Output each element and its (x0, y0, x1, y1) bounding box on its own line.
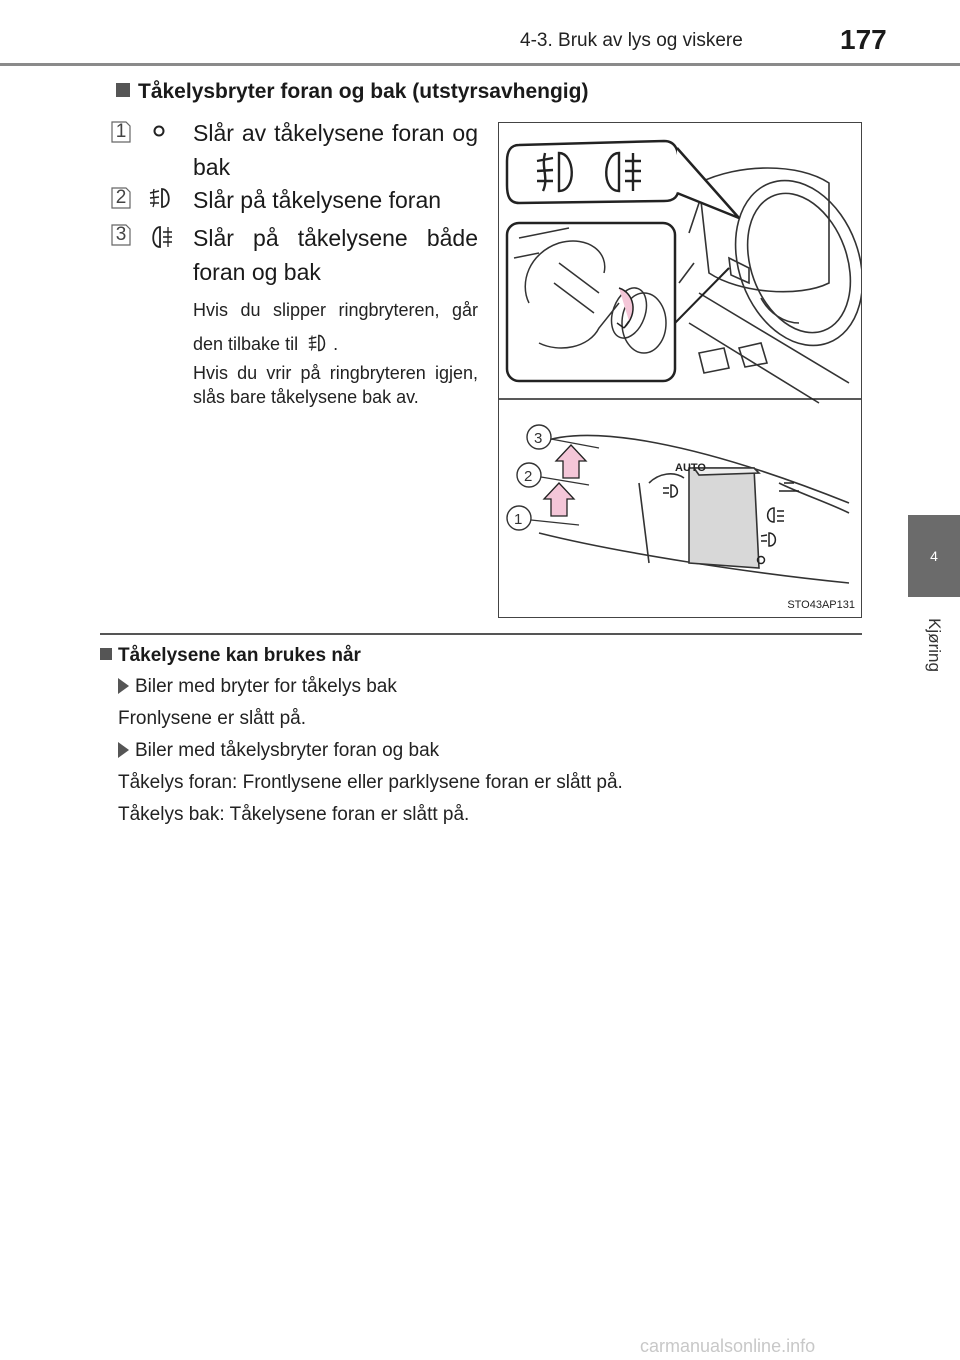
paragraph-rear-fog-condition: Tåkelys bak: Tåkelysene foran er slått på. (118, 804, 470, 825)
item-text-2: Slår på tåkelysene foran (193, 187, 442, 213)
item-text-3: Slår på tåkelysene både foran og bak (193, 225, 478, 285)
rear-fog-icon (768, 508, 784, 522)
watermark: carmanualsonline.info (640, 1336, 816, 1356)
off-ring-icon (152, 124, 166, 143)
square-bullet-icon (100, 648, 112, 660)
item-number-3: 3 (110, 223, 132, 247)
callout-2 (517, 463, 541, 487)
arrow-up-icon (544, 483, 574, 516)
front-fog-icon (307, 333, 329, 353)
figure-code: STO43AP131 (787, 599, 855, 611)
triangle-bullet-icon (118, 678, 129, 694)
triangle-bullet-icon (118, 742, 129, 758)
chapter-tab: 4 (908, 515, 960, 597)
paragraph-front-fog-condition: Tåkelys foran: Frontlysene eller parklysene foran er slått på. (118, 772, 623, 793)
bullet-rear-fog-switch: Biler med bryter for tåkelys bak (118, 676, 397, 698)
page-number: 177 (840, 24, 887, 55)
item-text-1: Slår av tåkelysene foran og bak (193, 120, 478, 180)
headlight-icon (663, 485, 677, 497)
chapter-label: Kjøring (925, 618, 944, 672)
fog-switch-illustration (498, 122, 862, 618)
square-bullet-icon (116, 83, 130, 97)
auto-label: AUTO (675, 462, 706, 474)
section-divider (100, 633, 862, 635)
arrow-up-icon (556, 445, 586, 478)
callout-1 (507, 506, 531, 530)
front-fog-icon (761, 533, 775, 546)
running-header: 4-3. Bruk av lys og viskere (520, 30, 743, 51)
item-number-1: 1 (110, 120, 132, 144)
subsection-title: Tåkelysene kan brukes når (100, 645, 361, 667)
rear-fog-icon (148, 224, 174, 255)
item-number-2: 2 (110, 186, 132, 210)
note-rotate-again: Hvis du vrir på ringbryteren igjen, slås bare tåkelysene bak av. (193, 363, 478, 407)
note-release: Hvis du slipper ringbryteren, går den tilbake til . (193, 300, 478, 354)
paragraph-headlights-on: Fronlysene er slått på. (118, 708, 306, 729)
header-divider (0, 63, 960, 66)
svg-text:2: 2 (524, 468, 533, 485)
svg-text:1: 1 (514, 511, 523, 528)
section-title: Tåkelysbryter foran og bak (utstyrsavhengig) (116, 80, 588, 104)
callout-3 (527, 425, 551, 449)
combination-lever (539, 436, 849, 584)
svg-text:3: 3 (534, 430, 543, 447)
front-fog-icon (148, 186, 174, 215)
bullet-front-rear-fog-switch: Biler med tåkelysbryter foran og bak (118, 740, 439, 762)
